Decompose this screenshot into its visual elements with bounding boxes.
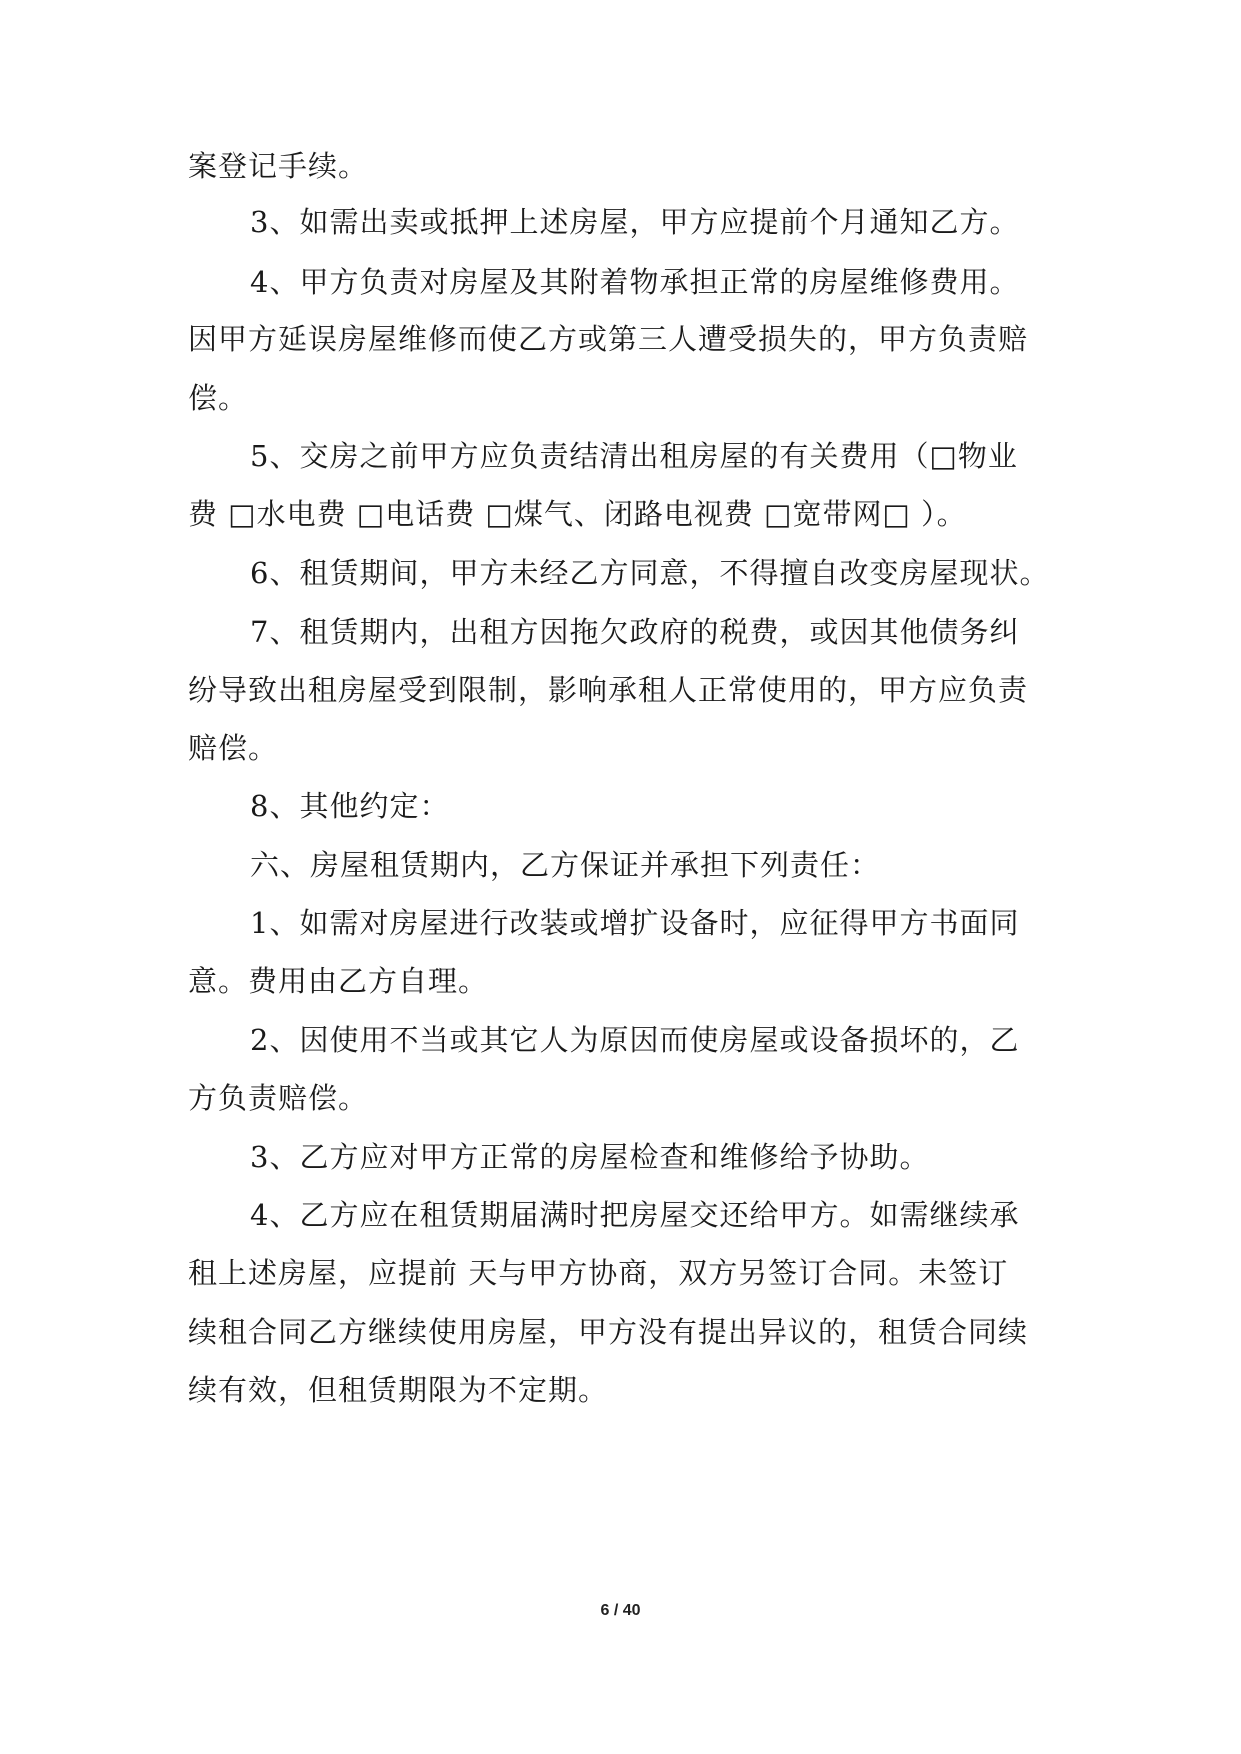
- text-line: 5、交房之前甲方应负责结清出租房屋的有关费用（□物业: [250, 439, 1018, 473]
- text-line: 1、如需对房屋进行改装或增扩设备时，应征得甲方书面同: [250, 906, 1020, 940]
- text-line: 6、租赁期间，甲方未经乙方同意，不得擅自改变房屋现状。: [250, 556, 1050, 590]
- text-line: 费 □水电费 □电话费 □煤气、闭路电视费 □宽带网□ ）。: [188, 497, 967, 531]
- page-number: 6 / 40: [600, 1602, 641, 1619]
- text-line: 续有效，但租赁期限为不定期。: [188, 1373, 609, 1407]
- text-line: 4、甲方负责对房屋及其附着物承担正常的房屋维修费用。: [250, 265, 1020, 299]
- text-line: 赔偿。: [188, 731, 279, 765]
- text-line: 纷导致出租房屋受到限制，影响承租人正常使用的，甲方应负责: [188, 673, 1029, 707]
- text-line: 方负责赔偿。: [188, 1081, 369, 1115]
- text-line: 8、其他约定：: [250, 789, 450, 823]
- text-line: 案登记手续。: [188, 149, 369, 183]
- text-line: 2、因使用不当或其它人为原因而使房屋或设备损坏的，乙: [250, 1023, 1020, 1057]
- text-line: 续租合同乙方继续使用房屋，甲方没有提出异议的，租赁合同续: [188, 1315, 1029, 1349]
- text-line: 3、如需出卖或抵押上述房屋，甲方应提前个月通知乙方。: [250, 205, 1020, 239]
- text-line: 7、租赁期内，出租方因拖欠政府的税费，或因其他债务纠: [250, 615, 1020, 649]
- text-line: 偿。: [188, 381, 249, 415]
- text-line: 因甲方延误房屋维修而使乙方或第三人遭受损失的，甲方负责赔: [188, 322, 1029, 356]
- text-line: 六、房屋租赁期内，乙方保证并承担下列责任：: [250, 848, 881, 882]
- text-line: 3、乙方应对甲方正常的房屋检查和维修给予协助。: [250, 1140, 930, 1174]
- text-line: 4、乙方应在租赁期届满时把房屋交还给甲方。如需继续承: [250, 1198, 1020, 1232]
- text-line: 意。费用由乙方自理。: [188, 964, 489, 998]
- text-line: 租上述房屋，应提前 天与甲方协商，双方另签订合同。未签订: [188, 1256, 1009, 1290]
